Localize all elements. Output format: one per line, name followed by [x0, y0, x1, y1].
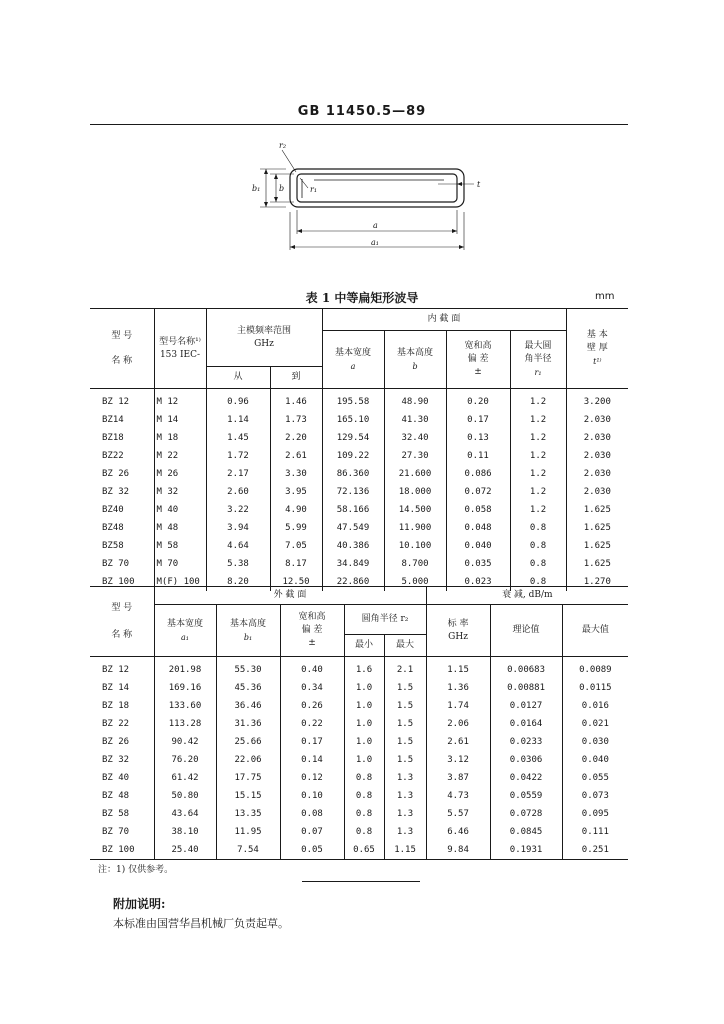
- table-cell: 47.549: [322, 519, 384, 537]
- table-cell: 15.15: [216, 787, 280, 805]
- t1-head-tolerance: 宽和高 偏 差 ±: [446, 331, 510, 389]
- table-cell: BZ18: [102, 433, 124, 443]
- table-row: [90, 679, 628, 697]
- table-cell: 0.073: [562, 787, 628, 805]
- table-cell: 0.0089: [562, 657, 628, 680]
- t1-head-corner: 最大圆 角半径 r₁: [510, 331, 566, 389]
- t2-head-model: 型 号 名 称: [90, 587, 154, 657]
- table-row: [90, 657, 628, 680]
- label-a: a: [373, 221, 378, 230]
- label-b: b: [279, 184, 285, 193]
- table-row: [90, 769, 628, 787]
- t2-head-std: 标 率 GHz: [426, 605, 490, 657]
- table-cell: 58.166: [322, 501, 384, 519]
- table-cell: 1.2: [510, 447, 566, 465]
- table-cell: 0.00683: [490, 657, 562, 680]
- table-cell: 0.00881: [490, 679, 562, 697]
- table-cell: 0.0115: [562, 679, 628, 697]
- table-cell: 5.38: [206, 555, 270, 573]
- table-cell: 0.111: [562, 823, 628, 841]
- label-a1: a₁: [371, 238, 379, 247]
- table-cell: 48.90: [384, 389, 446, 412]
- table-cell: 0.8: [344, 823, 384, 841]
- table-cell: 6.46: [426, 823, 490, 841]
- table-cell: 1.72: [206, 447, 270, 465]
- table-cell: 113.28: [154, 715, 216, 733]
- table-cell: 1.5: [384, 697, 426, 715]
- table-cell: 0.14: [280, 751, 344, 769]
- t2-head-height: 基本高度 b₁: [216, 605, 280, 657]
- table-cell: BZ 70: [102, 559, 130, 569]
- table-cell: 2.030: [566, 465, 628, 483]
- table-cell: 1.74: [426, 697, 490, 715]
- table-cell: 0.0127: [490, 697, 562, 715]
- table-cell: 0.17: [446, 411, 510, 429]
- table-cell: 0.055: [562, 769, 628, 787]
- table-cell: BZ 18: [102, 701, 130, 711]
- table-cell: 76.20: [154, 751, 216, 769]
- t1-head-height: 基本高度 b: [384, 331, 446, 389]
- table-cell: 7.05: [270, 537, 322, 555]
- table-cell: BZ 12: [102, 665, 130, 675]
- table-cell: 5.000: [384, 573, 446, 591]
- table-cell: 1.2: [510, 411, 566, 429]
- t1-head-to: 到: [270, 367, 322, 389]
- t2-head-tolerance: 宽和高 偏 差 ±: [280, 605, 344, 657]
- table-cell: 0.05: [280, 841, 344, 860]
- table-cell: 0.021: [562, 715, 628, 733]
- table-cell: 3.200: [566, 389, 628, 412]
- table-row: [90, 841, 628, 860]
- table-cell: 0.26: [280, 697, 344, 715]
- table-cell: 55.30: [216, 657, 280, 680]
- table-cell: 0.8: [510, 573, 566, 591]
- table-row: [90, 823, 628, 841]
- table-row: [90, 805, 628, 823]
- table-cell: 1.0: [344, 715, 384, 733]
- table-cell: 1.2: [510, 483, 566, 501]
- table-cell: 3.95: [270, 483, 322, 501]
- table-cell: 7.54: [216, 841, 280, 860]
- t2-head-max-radius: 最大: [384, 635, 426, 657]
- table-row: [90, 537, 628, 555]
- table-row: [90, 447, 628, 465]
- inner-section-table: [90, 308, 628, 591]
- table-cell: 1.625: [566, 555, 628, 573]
- t2-head-atten: 衰 减, dB/m: [426, 587, 628, 605]
- table-cell: 2.030: [566, 447, 628, 465]
- table-cell: 86.360: [322, 465, 384, 483]
- table-cell: 34.849: [322, 555, 384, 573]
- table-cell: 41.30: [384, 411, 446, 429]
- table-cell: 61.42: [154, 769, 216, 787]
- label-t: t: [477, 180, 481, 189]
- table-cell: 3.22: [206, 501, 270, 519]
- table-cell: 14.500: [384, 501, 446, 519]
- table-cell: 0.0306: [490, 751, 562, 769]
- table-cell: 3.30: [270, 465, 322, 483]
- table-cell: M 40: [154, 501, 206, 519]
- t1-head-inner: 内 截 面: [322, 309, 566, 331]
- table-cell: 1.3: [384, 805, 426, 823]
- table-cell: 0.10: [280, 787, 344, 805]
- table-cell: BZ48: [102, 523, 124, 533]
- table-cell: 2.06: [426, 715, 490, 733]
- table-cell: 0.8: [344, 769, 384, 787]
- table-cell: BZ 100: [102, 845, 135, 855]
- table-cell: 0.65: [344, 841, 384, 860]
- table-cell: 11.95: [216, 823, 280, 841]
- table-cell: 1.73: [270, 411, 322, 429]
- table-cell: BZ14: [102, 415, 124, 425]
- table-cell: 0.0728: [490, 805, 562, 823]
- table-cell: M 12: [154, 389, 206, 412]
- table-row: [90, 501, 628, 519]
- table-cell: 25.66: [216, 733, 280, 751]
- table-cell: 90.42: [154, 733, 216, 751]
- table-cell: 1.270: [566, 573, 628, 591]
- table-cell: 0.0845: [490, 823, 562, 841]
- outer-section-table: [90, 586, 628, 860]
- table-cell: 2.61: [270, 447, 322, 465]
- table-cell: 45.36: [216, 679, 280, 697]
- table-cell: 3.87: [426, 769, 490, 787]
- t1-head-width: 基本宽度 a: [322, 331, 384, 389]
- t2-head-min: 最小: [344, 635, 384, 657]
- label-r2: r₂: [279, 141, 287, 150]
- table-cell: BZ40: [102, 505, 124, 515]
- table-row: [90, 751, 628, 769]
- table-cell: M 48: [154, 519, 206, 537]
- table-row: [90, 733, 628, 751]
- header-rule: [90, 124, 628, 125]
- t1-head-freq: 主模频率范围 GHz: [206, 309, 322, 367]
- table-cell: 10.100: [384, 537, 446, 555]
- table-row: [90, 465, 628, 483]
- table-cell: 0.07: [280, 823, 344, 841]
- table-cell: 1.0: [344, 751, 384, 769]
- table-cell: 0.023: [446, 573, 510, 591]
- table-cell: 133.60: [154, 697, 216, 715]
- table-cell: 50.80: [154, 787, 216, 805]
- table-cell: 0.08: [280, 805, 344, 823]
- t2-head-corner: 圆角半径 r₂: [344, 605, 426, 635]
- table-cell: 1.45: [206, 429, 270, 447]
- table-cell: BZ 58: [102, 809, 130, 819]
- table-cell: 3.12: [426, 751, 490, 769]
- table-cell: M 26: [154, 465, 206, 483]
- table-cell: 4.73: [426, 787, 490, 805]
- table-cell: 1.3: [384, 769, 426, 787]
- table-cell: BZ 12: [102, 397, 130, 407]
- t2-head-width: 基本宽度 a₁: [154, 605, 216, 657]
- table1-caption: 表 1 中等扁矩形波导: [305, 291, 419, 305]
- table-footnote: 注：1) 仅供参考。: [98, 865, 174, 875]
- table-cell: 18.000: [384, 483, 446, 501]
- table-cell: 109.22: [322, 447, 384, 465]
- table-cell: 36.46: [216, 697, 280, 715]
- table-cell: 1.0: [344, 679, 384, 697]
- table-cell: 1.625: [566, 501, 628, 519]
- table-cell: BZ 26: [102, 737, 130, 747]
- table-cell: 0.095: [562, 805, 628, 823]
- table1-unit: mm: [595, 291, 615, 302]
- page-header: GB 11450.5—89: [297, 104, 427, 119]
- table-cell: 8.20: [206, 573, 270, 591]
- table-cell: M 22: [154, 447, 206, 465]
- table-row: [90, 715, 628, 733]
- table-cell: 0.040: [446, 537, 510, 555]
- t2-head-outer: 外 截 面: [154, 587, 426, 605]
- table-cell: 12.50: [270, 573, 322, 591]
- table-cell: 1.3: [384, 823, 426, 841]
- label-r1: r₁: [310, 185, 318, 194]
- table-row: [90, 555, 628, 573]
- table-cell: 0.058: [446, 501, 510, 519]
- table-cell: 8.700: [384, 555, 446, 573]
- table-cell: 2.030: [566, 429, 628, 447]
- table-cell: BZ 48: [102, 791, 130, 801]
- table-cell: 11.900: [384, 519, 446, 537]
- table-cell: BZ 40: [102, 773, 130, 783]
- table-cell: 38.10: [154, 823, 216, 841]
- table-cell: 0.8: [510, 537, 566, 555]
- label-b1: b₁: [252, 184, 261, 193]
- table-cell: 0.0233: [490, 733, 562, 751]
- table-cell: 0.13: [446, 429, 510, 447]
- table-cell: 0.072: [446, 483, 510, 501]
- table-cell: 169.16: [154, 679, 216, 697]
- table-cell: 0.035: [446, 555, 510, 573]
- table-cell: 1.3: [384, 787, 426, 805]
- t1-head-model: 型 号 名 称: [90, 309, 154, 389]
- table-cell: 1.14: [206, 411, 270, 429]
- table-row: [90, 787, 628, 805]
- table-cell: 22.860: [322, 573, 384, 591]
- table-cell: 0.048: [446, 519, 510, 537]
- table-cell: 0.96: [206, 389, 270, 412]
- additional-notes-title: 附加说明:: [113, 897, 166, 911]
- table-cell: BZ22: [102, 451, 124, 461]
- table-cell: 0.8: [344, 787, 384, 805]
- table-cell: 43.64: [154, 805, 216, 823]
- table-cell: 129.54: [322, 429, 384, 447]
- table-cell: 0.8: [510, 555, 566, 573]
- table-cell: 2.60: [206, 483, 270, 501]
- table-cell: 1.5: [384, 679, 426, 697]
- table-cell: 1.2: [510, 429, 566, 447]
- table-cell: 195.58: [322, 389, 384, 412]
- table-cell: 0.086: [446, 465, 510, 483]
- table-cell: 0.030: [562, 733, 628, 751]
- t1-head-wall: 基 本 壁 厚 t¹⁾: [566, 309, 628, 389]
- table-row: [90, 411, 628, 429]
- table-cell: 1.0: [344, 697, 384, 715]
- table-cell: 27.30: [384, 447, 446, 465]
- section-divider: [302, 881, 420, 882]
- table-cell: 25.40: [154, 841, 216, 860]
- table-cell: 0.22: [280, 715, 344, 733]
- table-cell: 22.06: [216, 751, 280, 769]
- table-row: [90, 429, 628, 447]
- table-row: [90, 389, 628, 412]
- table-cell: 32.40: [384, 429, 446, 447]
- t2-head-theory: 理论值: [490, 605, 562, 657]
- table-cell: 1.5: [384, 733, 426, 751]
- table-cell: 0.20: [446, 389, 510, 412]
- table-cell: 13.35: [216, 805, 280, 823]
- table-cell: 0.40: [280, 657, 344, 680]
- table-cell: 4.90: [270, 501, 322, 519]
- table-cell: 31.36: [216, 715, 280, 733]
- table-row: [90, 483, 628, 501]
- table-cell: BZ 32: [102, 755, 130, 765]
- table-cell: 5.57: [426, 805, 490, 823]
- table-cell: 72.136: [322, 483, 384, 501]
- table-cell: 1.46: [270, 389, 322, 412]
- table-cell: 2.1: [384, 657, 426, 680]
- table-cell: 9.84: [426, 841, 490, 860]
- table-cell: 21.600: [384, 465, 446, 483]
- additional-notes-text: 本标准由国营华昌机械厂负责起草。: [113, 917, 289, 930]
- table-cell: M 32: [154, 483, 206, 501]
- table-cell: 4.64: [206, 537, 270, 555]
- table-cell: 2.030: [566, 411, 628, 429]
- table-cell: M 70: [154, 555, 206, 573]
- table-cell: 1.15: [384, 841, 426, 860]
- table-cell: 0.8: [510, 519, 566, 537]
- table-cell: 0.0164: [490, 715, 562, 733]
- table-cell: 1.2: [510, 501, 566, 519]
- table-cell: 1.625: [566, 537, 628, 555]
- table-cell: 1.5: [384, 751, 426, 769]
- table-cell: 8.17: [270, 555, 322, 573]
- table-cell: 0.11: [446, 447, 510, 465]
- table-cell: 2.20: [270, 429, 322, 447]
- table-cell: BZ 100: [102, 577, 135, 587]
- t2-head-max: 最大值: [562, 605, 628, 657]
- table-cell: 2.17: [206, 465, 270, 483]
- table-cell: 165.10: [322, 411, 384, 429]
- waveguide-cross-section-diagram: [222, 138, 502, 258]
- table-cell: 0.0559: [490, 787, 562, 805]
- table-cell: 201.98: [154, 657, 216, 680]
- table-cell: 1.625: [566, 519, 628, 537]
- table-cell: M 18: [154, 429, 206, 447]
- table-cell: BZ 14: [102, 683, 130, 693]
- table-cell: 0.17: [280, 733, 344, 751]
- table-cell: 0.34: [280, 679, 344, 697]
- table-cell: 1.2: [510, 389, 566, 412]
- table-cell: M(F) 100: [154, 573, 206, 591]
- table-cell: 1.2: [510, 465, 566, 483]
- table-cell: 1.36: [426, 679, 490, 697]
- table-cell: 0.016: [562, 697, 628, 715]
- table-cell: 1.15: [426, 657, 490, 680]
- table-row: [90, 519, 628, 537]
- table-cell: 17.75: [216, 769, 280, 787]
- table-cell: M 14: [154, 411, 206, 429]
- table-cell: 2.61: [426, 733, 490, 751]
- table-cell: 1.6: [344, 657, 384, 680]
- table-cell: 2.030: [566, 483, 628, 501]
- table-cell: BZ 26: [102, 469, 130, 479]
- table-cell: M 58: [154, 537, 206, 555]
- table-cell: 0.8: [344, 805, 384, 823]
- t1-head-from: 从: [206, 367, 270, 389]
- t1-head-iec: 型号名称¹⁾ 153 IEC-: [154, 309, 206, 389]
- inner-section: [297, 174, 457, 202]
- table-cell: 0.251: [562, 841, 628, 860]
- table-cell: 0.0422: [490, 769, 562, 787]
- table-cell: BZ58: [102, 541, 124, 551]
- table-row: [90, 697, 628, 715]
- table-cell: 0.1931: [490, 841, 562, 860]
- table-cell: BZ 32: [102, 487, 130, 497]
- table-cell: 40.386: [322, 537, 384, 555]
- table-cell: 1.5: [384, 715, 426, 733]
- table-cell: 0.040: [562, 751, 628, 769]
- table-cell: BZ 70: [102, 827, 130, 837]
- table-cell: 5.99: [270, 519, 322, 537]
- table-cell: 1.0: [344, 733, 384, 751]
- table-cell: 0.12: [280, 769, 344, 787]
- table-cell: BZ 22: [102, 719, 130, 729]
- table-cell: 3.94: [206, 519, 270, 537]
